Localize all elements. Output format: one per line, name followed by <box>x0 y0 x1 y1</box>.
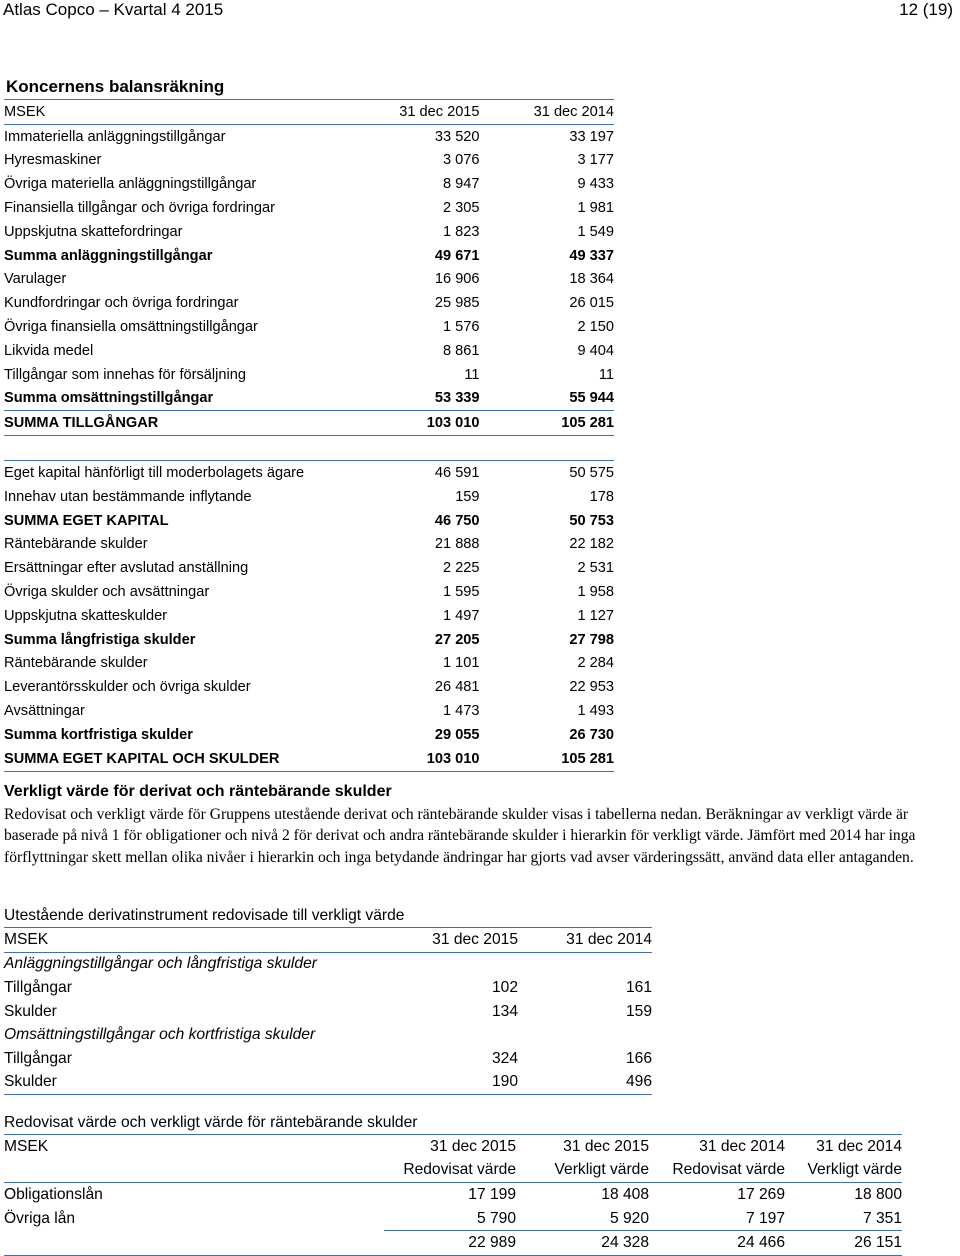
page-number: 12 (19) <box>899 0 953 19</box>
total-row <box>4 1231 902 1256</box>
cell-value: 17 199 <box>468 1185 516 1203</box>
col-header-date: 31 dec 2014 <box>785 1135 902 1159</box>
col-subheader: Verkligt värde <box>516 1159 649 1183</box>
value-2015: 26 481 <box>434 679 480 696</box>
value-2015: 324 <box>491 1049 518 1067</box>
col-subheader: Redovisat värde <box>649 1159 785 1183</box>
total-value: 26 151 <box>785 1231 902 1256</box>
col-header-2015: 31 dec 2015 <box>385 100 479 125</box>
value-2015: 2 225 <box>443 560 480 577</box>
table-row <box>4 1000 652 1024</box>
value-2014: 26 015 <box>569 295 614 312</box>
group-label: Anläggningstillgångar och långfristiga skulder <box>4 955 317 973</box>
cell-value: 18 408 <box>601 1185 649 1203</box>
spacer-row <box>4 436 614 461</box>
value-2014: 1 981 <box>577 200 614 217</box>
row-label: Räntebärande skulder <box>4 655 148 672</box>
header-title: Atlas Copco – Kvartal 4 2015 <box>3 0 224 19</box>
row-label: Summa långfristiga skulder <box>4 631 196 648</box>
table-row <box>4 172 614 196</box>
derivatives-title: Utestående derivatinstrument redovisade till verkligt värde <box>4 907 405 924</box>
table-row <box>4 699 614 723</box>
row-label: Skulder <box>4 1071 414 1095</box>
value-2015: 33 520 <box>434 128 480 145</box>
row-label: Immateriella anläggningstillgångar <box>4 128 226 145</box>
value-2014: 105 281 <box>480 411 614 436</box>
table-row <box>4 1047 652 1071</box>
row-label: Övriga materiella anläggningstillgångar <box>4 176 257 193</box>
value-2014: 1 549 <box>577 223 614 240</box>
value-2014: 9 404 <box>577 342 614 359</box>
col-subheader: Redovisat värde <box>384 1159 516 1183</box>
derivatives-table <box>4 927 652 1095</box>
row-label: Tillgångar <box>4 978 72 996</box>
table-row <box>4 652 614 676</box>
value-2014: 50 575 <box>480 461 614 485</box>
summary-row <box>4 509 614 533</box>
total-value: 24 328 <box>516 1231 649 1256</box>
group-label: Omsättningstillgångar och kortfristiga skulder <box>4 1026 316 1044</box>
value-2014: 2 284 <box>577 655 614 672</box>
value-2014: 26 730 <box>569 726 614 743</box>
table-subheader-row <box>4 1159 902 1183</box>
row-label: Summa kortfristiga skulder <box>4 726 193 743</box>
value-2015: 8 947 <box>443 176 480 193</box>
value-2015: 1 473 <box>443 703 480 720</box>
value-2015: 27 205 <box>434 631 480 648</box>
col-header-msek: MSEK <box>4 1135 384 1159</box>
table-row <box>4 363 614 387</box>
col-header-2014: 31 dec 2014 <box>480 100 614 125</box>
summary-row <box>4 628 614 652</box>
table-row <box>4 339 614 363</box>
summary-row <box>4 747 614 771</box>
value-2014: 159 <box>625 1002 652 1020</box>
cell-value: 18 800 <box>854 1185 902 1203</box>
table-row <box>4 580 614 604</box>
value-2014: 55 944 <box>569 390 614 407</box>
value-2015: 190 <box>414 1071 518 1095</box>
value-2014: 27 798 <box>569 631 614 648</box>
cell-value: 5 790 <box>476 1209 516 1227</box>
row-label: SUMMA EGET KAPITAL OCH SKULDER <box>4 747 385 771</box>
cell-value: 5 920 <box>609 1209 649 1227</box>
value-2015: 2 305 <box>443 200 480 217</box>
group-header-row <box>4 1023 652 1047</box>
row-label: Räntebärande skulder <box>4 536 148 553</box>
value-2015: 103 010 <box>385 747 479 771</box>
value-2014: 22 953 <box>569 679 614 696</box>
value-2014: 2 150 <box>577 319 614 336</box>
table-row <box>4 196 614 220</box>
row-label: Uppskjutna skatteskulder <box>4 607 168 624</box>
value-2014: 33 197 <box>569 128 614 145</box>
row-label: Avsättningar <box>4 703 85 720</box>
summary-row <box>4 723 614 747</box>
value-2014: 22 182 <box>569 536 614 553</box>
value-2015: 46 750 <box>434 512 480 529</box>
value-2015: 1 497 <box>443 607 480 624</box>
col-header-date: 31 dec 2015 <box>384 1135 516 1159</box>
total-value: 24 466 <box>649 1231 785 1256</box>
row-label: Tillgångar som innehas för försäljning <box>4 366 247 383</box>
fair-value-title: Verkligt värde för derivat och räntebärande skulder <box>4 783 392 800</box>
row-label: Skulder <box>4 1002 57 1020</box>
value-2014: 9 433 <box>577 176 614 193</box>
fair-value-paragraph: Redovisat och verkligt värde för Gruppens utestående derivat och räntebärande skulder visas i tabellerna nedan. Beräkningar av verkligt värde är baserade på nivå 1 för obligationer och nivå 2 för derivat och andra räntebärande skulder i hierarkin för verkligt värde. Jämfört med 2014 har inga förflyttningar skett mellan olika nivåer i hierarkin och inga betydande ändringar har gjorts vad avser värderingssätt, använd data eller antaganden. <box>4 806 916 866</box>
value-2014: 1 493 <box>577 703 614 720</box>
row-label: Summa omsättningstillgångar <box>4 390 214 407</box>
table-row <box>4 291 614 315</box>
balance-sheet-table <box>4 99 614 772</box>
value-2015: 53 339 <box>434 390 480 407</box>
row-label: Eget kapital hänförligt till moderbolagets ägare <box>4 461 385 485</box>
value-2014: 178 <box>589 488 614 505</box>
page-header <box>3 0 957 22</box>
col-header-date: 31 dec 2014 <box>649 1135 785 1159</box>
value-2015: 1 101 <box>443 655 480 672</box>
row-label: Uppskjutna skattefordringar <box>4 223 183 240</box>
value-2015: 1 595 <box>443 584 480 601</box>
row-label: Ersättningar efter avslutad anställning <box>4 560 249 577</box>
col-header-msek: MSEK <box>4 100 385 125</box>
col-header-2014: 31 dec 2014 <box>518 928 652 953</box>
value-2014: 11 <box>598 366 614 383</box>
value-2015: 21 888 <box>434 536 480 553</box>
row-label: Övriga finansiella omsättningstillgångar <box>4 319 258 336</box>
value-2014: 496 <box>518 1071 652 1095</box>
table-row <box>4 461 614 485</box>
row-label: SUMMA EGET KAPITAL <box>4 512 169 529</box>
value-2014: 3 177 <box>577 152 614 169</box>
value-2014: 166 <box>625 1049 652 1067</box>
table-row <box>4 533 614 557</box>
value-2015: 46 591 <box>385 461 479 485</box>
value-2014: 18 364 <box>569 271 614 288</box>
table-row <box>4 675 614 699</box>
table-row <box>4 1207 902 1231</box>
table-row <box>4 124 614 148</box>
row-label: Varulager <box>4 271 67 288</box>
col-subheader: Verkligt värde <box>785 1159 902 1183</box>
value-2014: 105 281 <box>480 747 614 771</box>
value-2015: 25 985 <box>434 295 480 312</box>
value-2014: 1 958 <box>577 584 614 601</box>
table-header-row <box>4 1135 902 1159</box>
row-label: Kundfordringar och övriga fordringar <box>4 295 239 312</box>
value-2015: 102 <box>491 978 518 996</box>
table-header-row <box>4 928 652 953</box>
row-label: Tillgångar <box>4 1049 72 1067</box>
value-2015: 16 906 <box>434 271 480 288</box>
row-label: Leverantörsskulder och övriga skulder <box>4 679 251 696</box>
row-label: Hyresmaskiner <box>4 152 102 169</box>
table-header-row <box>4 100 614 125</box>
interest-bearing-title: Redovisat värde och verkligt värde för räntebärande skulder <box>4 1114 418 1131</box>
row-label: Övriga skulder och avsättningar <box>4 584 210 601</box>
table-row <box>4 315 614 339</box>
value-2015: 3 076 <box>443 152 480 169</box>
value-2014: 161 <box>625 978 652 996</box>
value-2015: 11 <box>464 366 480 383</box>
row-label: Finansiella tillgångar och övriga fordringar <box>4 200 275 217</box>
group-header-row <box>4 952 652 976</box>
table-row <box>4 149 614 173</box>
value-2014: 50 753 <box>569 512 614 529</box>
value-2014: 49 337 <box>569 247 614 264</box>
value-2014: 1 127 <box>577 607 614 624</box>
row-label: Obligationslån <box>4 1185 103 1203</box>
row-label: Summa anläggningstillgångar <box>4 247 213 264</box>
row-label: Innehav utan bestämmande inflytande <box>4 488 252 505</box>
summary-row <box>4 387 614 411</box>
value-2015: 159 <box>455 488 480 505</box>
balance-sheet-title: Koncernens balansräkning <box>6 77 225 96</box>
col-header-2015: 31 dec 2015 <box>414 928 518 953</box>
cell-value: 7 351 <box>862 1209 902 1227</box>
table-row <box>4 485 614 509</box>
table-row <box>4 268 614 292</box>
row-label: Övriga lån <box>4 1209 76 1227</box>
interest-bearing-table <box>4 1134 902 1256</box>
summary-row <box>4 244 614 268</box>
row-label: SUMMA TILLGÅNGAR <box>4 411 385 436</box>
value-2015: 1 576 <box>443 319 480 336</box>
cell-value: 7 197 <box>745 1209 785 1227</box>
table-row <box>4 1071 652 1095</box>
table-row <box>4 604 614 628</box>
value-2015: 1 823 <box>443 223 480 240</box>
summary-row <box>4 411 614 436</box>
row-label: Likvida medel <box>4 342 94 359</box>
table-row <box>4 976 652 1000</box>
table-row <box>4 220 614 244</box>
total-value: 22 989 <box>384 1231 516 1256</box>
value-2015: 29 055 <box>434 726 480 743</box>
value-2015: 8 861 <box>443 342 480 359</box>
value-2015: 49 671 <box>434 247 480 264</box>
value-2014: 2 531 <box>577 560 614 577</box>
value-2015: 134 <box>491 1002 518 1020</box>
value-2015: 103 010 <box>385 411 479 436</box>
table-row <box>4 556 614 580</box>
col-header-date: 31 dec 2015 <box>516 1135 649 1159</box>
table-row <box>4 1183 902 1207</box>
cell-value: 17 269 <box>737 1185 785 1203</box>
col-header-msek: MSEK <box>4 928 414 953</box>
